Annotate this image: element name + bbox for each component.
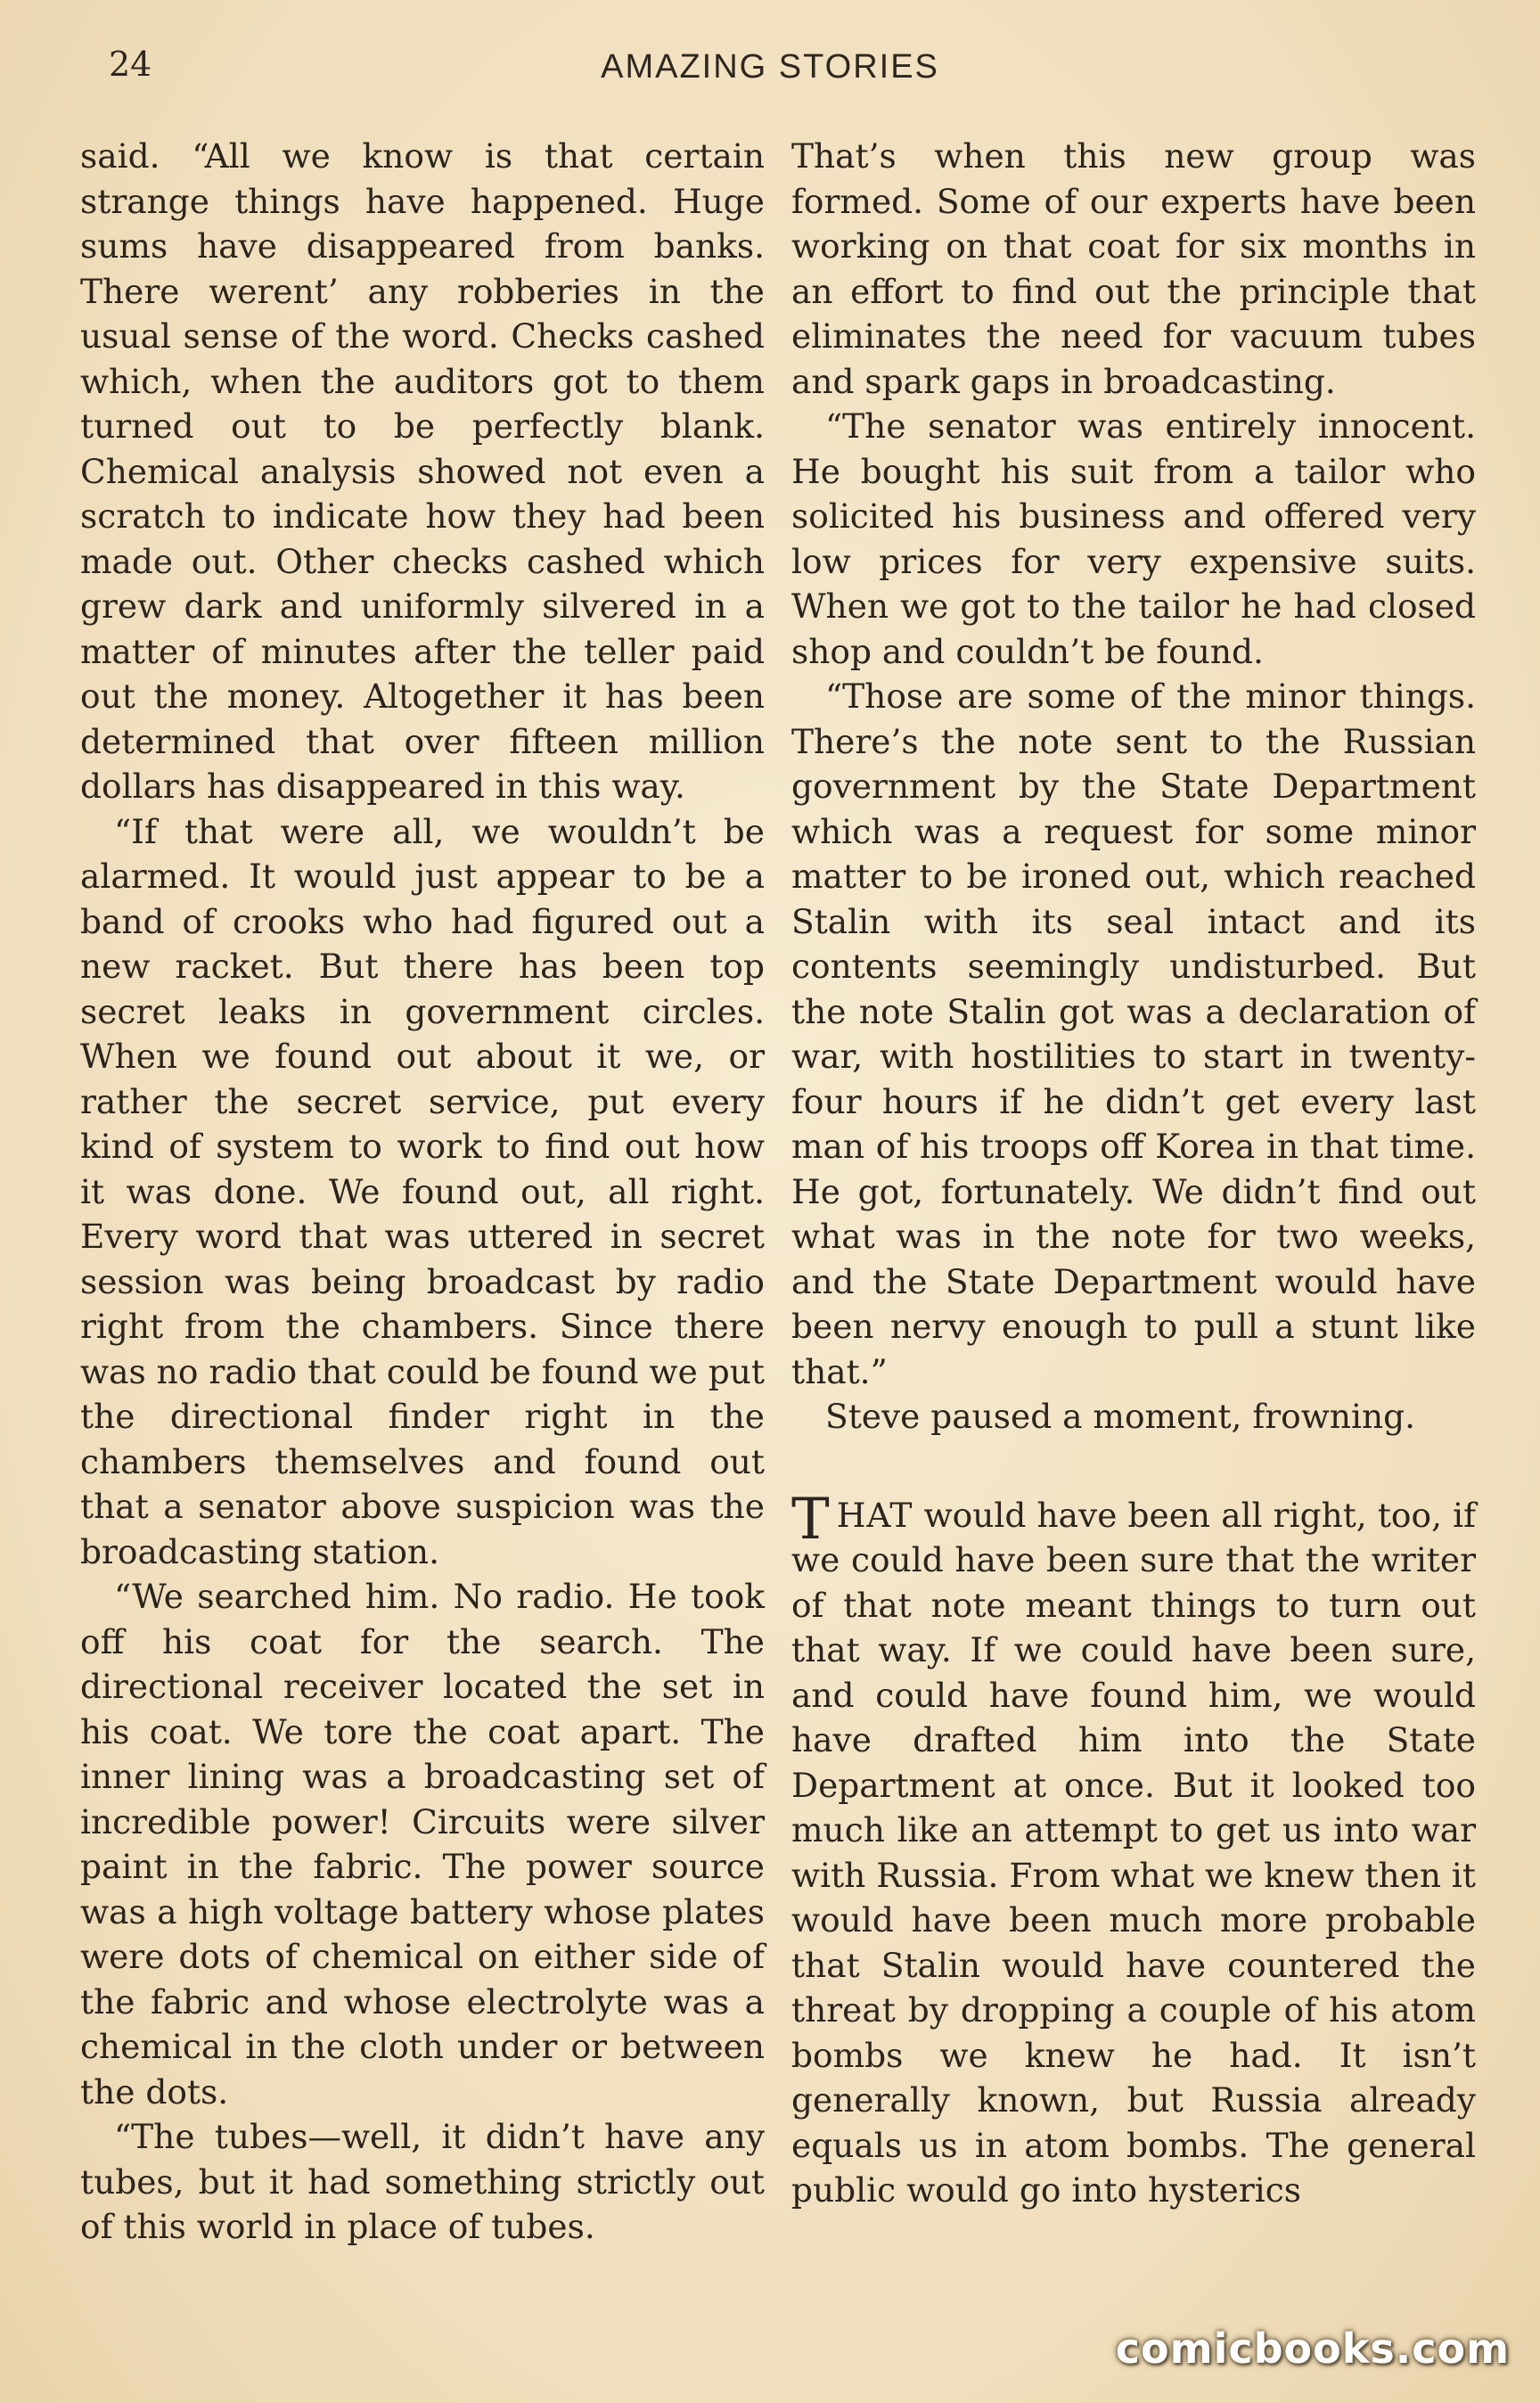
page-number: 24 [109, 45, 152, 84]
paragraph: “If that were all, we wouldn’t be alarmed. It would just appear to be a band of crooks who had figured out a new racket. But there has been top secret leaks in government circles. When we found out about it we, or rather the secret service, put every kind of system to work to find out how it was done. We found out, all right. Every word that was uttered in secret session was being broadcast by radio right from the chambers. Since there was no radio that could be found we put the directional finder right in the chambers themselves and found out that a senator above suspicion was the broadcasting station. [80, 811, 765, 1571]
paragraph: “Those are some of the minor things. There’s the note sent to the Russian government by the State Department which was a request for some minor matter to be ironed out, which reached Stalin with its seal intact and its contents seemingly undisturbed. But the note Stalin got was a declaration of war, with hostilities to start in twenty-four hours if he didn’t get every last man of his troops off Korea in that time. He got, fortunately. We didn’t find out what was in the note for two weeks, and the State Department would have been nervy enough to pull a stunt like that.” [791, 677, 1476, 1391]
drop-cap: T [791, 1486, 830, 1553]
paragraph-text: would have been all right, too, if we could have been sure that the writer of that note meant things to turn out that way. If we could have been sure, and could have found him, we would have drafted him into the State Department at once. But it looked too much like an attempt to get us into war with Russia. From what we knew then it would have been much more probable that Stalin would have countered the threat by dropping a couple of his atom bombs we knew he had. It isn’t generally known, but Russia already equals us in atom bombs. The general public would go into hysterics [791, 1495, 1476, 2210]
page-header [0, 45, 1540, 98]
running-title: AMAZING STORIES [601, 48, 939, 86]
paragraph: said. “All we know is that certain strange things have happened. Huge sums have disappeared from banks. There werent’ any robberies in the usual sense of the word. Checks cashed which, when the auditors got to them turned out to be perfectly blank. Chemical analysis showed not even a scratch to indicate how they had been made out. Other checks cashed which grew dark and uniformly silvered in a matter of minutes after the teller paid out the money. Altogether it has been determined that over fifteen million dollars has disappeared in this way. [80, 136, 765, 806]
paragraph: “We searched him. No radio. He took off his coat for the search. The directional receiver located the set in his coat. We tore the coat apart. The inner lining was a broadcasting set of incredible power! Circuits were silver paint in the fabric. The power source was a high voltage battery whose plates were dots of chemical on either side of the fabric and whose electrolyte was a chemical in the cloth under or between the dots. [80, 1577, 765, 2112]
paragraph: That’s when this new group was formed. Some of our experts have been working on that coat for six months in an effort to find out the principle that eliminates the need for vacuum tubes and spark gaps in broadcasting. [791, 136, 1476, 401]
right-column [791, 134, 1476, 2213]
paragraph: “The tubes—well, it didn’t have any tubes, but it had something strictly out of this world in place of tubes. [80, 2117, 765, 2246]
paragraph: Steve paused a moment, frowning. [825, 1397, 1416, 1436]
watermark: comicbooks.com [1115, 2325, 1510, 2373]
paragraph: “The senator was entirely innocent. He bought his suit from a tailor who solicited his business and offered very low prices for very expensive suits. When we got to the tailor he had closed shop and couldn’t be found. [791, 406, 1476, 671]
section-start-paragraph [791, 1486, 1476, 2213]
left-column [80, 134, 765, 2250]
lead-caps: HAT [836, 1495, 913, 1535]
